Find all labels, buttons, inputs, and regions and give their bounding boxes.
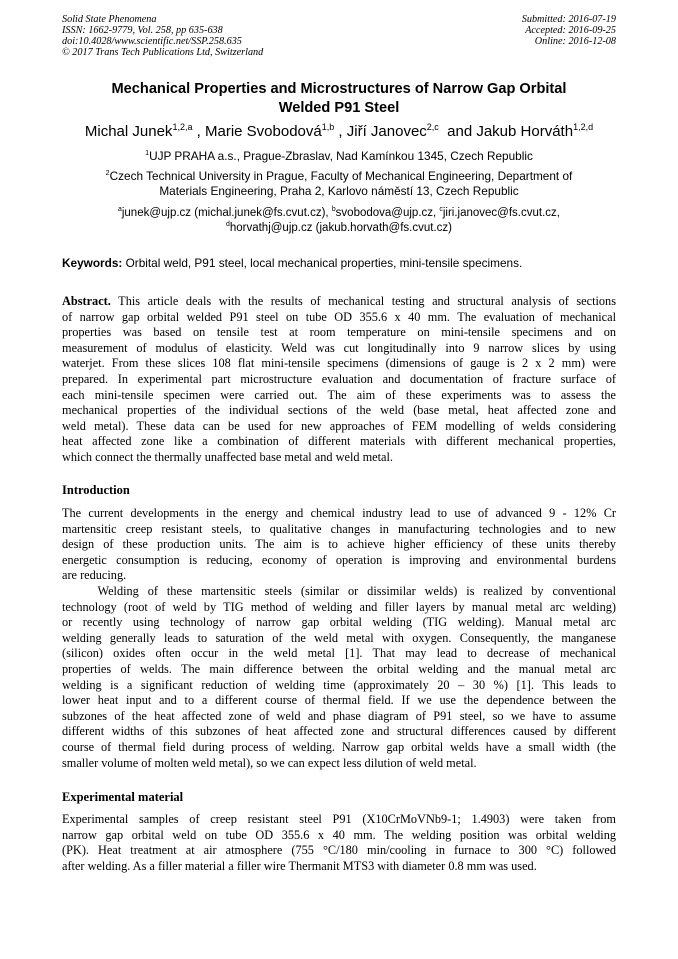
text-line: mechanical properties of the individual sections of the weld (base metal, heat affected zone and — [62, 403, 616, 418]
experimental-paragraph-1 — [62, 812, 616, 874]
email-sup: d — [226, 220, 230, 228]
author-name: Marie Svobodová — [204, 123, 322, 140]
publication-dates — [522, 14, 616, 47]
keywords-label: Keywords: — [62, 256, 123, 270]
affiliation-sup: 2 — [105, 169, 110, 178]
text-line: martensitic creep resistant steels, to qualitative changes in manufacturing technologies and to new — [62, 521, 616, 536]
text-line: different widths of this subzones of heat affected zone and structural differences caused by different — [62, 724, 616, 739]
text-line: heat affected zone like a combination of different materials with different mechanical properties, — [62, 434, 616, 449]
text-line: lower heat input and to a different course of thermal field. If we use the dependence between the — [62, 693, 616, 708]
keywords — [62, 256, 616, 271]
text-line: weld metal). These data can be used for new approaches of FEM modelling of welds considering — [62, 418, 616, 433]
email-sup: c — [439, 206, 443, 214]
journal-doi: doi:10.4028/www.scientific.net/SSP.258.635 — [62, 36, 242, 47]
text-line: welding generally leads to saturation of the weld metal with oxygen. Consequently, the manganese — [62, 630, 616, 645]
date-accepted: Accepted: 2016-09-25 — [525, 25, 616, 36]
section-heading-introduction: Introduction — [62, 483, 130, 497]
text-line: measurement of modulus of elasticity. Weld was cut longitudinally into 9 narrow slices by using — [62, 340, 616, 355]
author-name: Jiří Janovec — [346, 123, 427, 140]
text-line: Abstract. This article deals with the results of mechanical testing and structural analysis of sections — [62, 294, 616, 308]
author-sup: 1,2,a — [172, 122, 193, 132]
text-line: Experimental samples of creep resistant steel P91 (X10CrMoVNb9-1; 1.4903) were taken from — [62, 812, 616, 826]
text-line: welding is a significant reduction of welding time (approximately 20 – 30 %) [1]. This leads to — [62, 677, 616, 692]
text-line: are reducing. — [62, 568, 127, 583]
text-line: or recently using technology of narrow gap orbital welding (TIG welding). Manual metal arc — [62, 615, 616, 630]
author-list — [40, 123, 638, 141]
email-link[interactable]: junek@ujp.cz (michal.junek@fs.cvut.cz), — [121, 207, 332, 219]
author-name: Jakub Horváth — [476, 123, 574, 140]
text-line: after welding. As a filler material a filler wire Thermanit MTS3 with diameter 0.8 mm was used. — [62, 858, 537, 873]
text-line: narrow gap orbital weld on tube OD 355.6 x 40 mm. The welding position was orbital welding — [62, 827, 616, 842]
affiliation-sup: 1 — [145, 149, 150, 158]
author-name: Michal Junek — [84, 123, 173, 140]
journal-info — [62, 14, 263, 58]
journal-issn: ISSN: 1662-9779, Vol. 258, pp 635-638 — [62, 25, 223, 36]
section-heading-experimental-material: Experimental material — [62, 790, 184, 804]
email-link[interactable]: svobodova@ujp.cz, — [335, 207, 440, 219]
affiliation-text: UJP PRAHA a.s., Prague-Zbraslav, Nad Kamínkou 1345, Czech Republic — [149, 149, 533, 163]
journal-copyright: © 2017 Trans Tech Publications Ltd, Switzerland — [62, 47, 264, 58]
text-line: (PK). Heat treatment at air atmosphere (755 °C/180 min/cooling in furnace to 300 °C) followed — [62, 843, 616, 858]
text-line: subzones of the heat affected zone of weld and phase diagram of P91 steel, so we have to assume — [62, 708, 616, 723]
date-submitted: Submitted: 2016-07-19 — [521, 14, 616, 25]
text-line: waterjet. From these slices 108 flat mini-tensile specimens (dimensions of gauge is 2 x 2 mm) were — [62, 356, 616, 371]
author-sep: and — [438, 123, 477, 140]
text-line: of narrow gap orbital welded P91 steel on tube OD 355.6 x 40 mm. The evaluation of mechanical — [62, 309, 616, 324]
email-link[interactable]: jiri.janovec@fs.cvut.cz, — [442, 207, 560, 219]
text-line: smaller volume of molten weld metal), so we can expect less dilution of weld metal. — [62, 755, 477, 770]
text-line: course of thermal field during process of welding. Narrow gap orbital welds have a small width (the — [62, 739, 616, 754]
text-line: which connect the thermally unaffected base metal and weld metal. — [62, 449, 393, 464]
introduction-paragraph-1 — [62, 506, 616, 584]
abstract-label: Abstract. — [62, 294, 111, 308]
text-line: properties of welds. The main difference between the orbital welding and the manual metal arc — [62, 661, 616, 676]
text-line: The current developments in the energy and chemical industry lead to use of advanced 9 - 12% Cr — [62, 506, 616, 520]
text-line: energetic consumption is reducing, economy of operation is improving and environmental burdens — [62, 552, 616, 567]
email-link[interactable]: horvathj@ujp.cz (jakub.horvath@fs.cvut.cz) — [229, 221, 452, 234]
abstract — [62, 294, 616, 466]
text-line: prepared. In experimental part microstructure evaluation and documentation of fracture surface of — [62, 371, 616, 386]
introduction-paragraph-2 — [62, 584, 616, 771]
text-line: properties was based on tensile test at room temperature on mini-tensile specimens and on — [62, 325, 616, 340]
keywords-text: Orbital weld, P91 steel, local mechanical properties, mini-tensile specimens. — [122, 256, 523, 270]
email-list — [62, 206, 616, 235]
email-sup: b — [331, 206, 336, 214]
author-sep: , — [334, 123, 347, 140]
author-sup: 2,c — [426, 122, 439, 132]
date-online: Online: 2016-12-08 — [534, 36, 616, 47]
text-line: each mini-tensile specimen were carried out. The aim of these experiments was to assess the — [62, 387, 616, 402]
text-line: design of these production units. The aim is to achieve higher efficiency of these units thereby — [62, 537, 616, 552]
title-line-1: Mechanical Properties and Microstructures of Narrow Gap Orbital — [111, 81, 567, 97]
text-line: Welding of these martensitic steels (similar or dissimilar welds) is realized by conventional — [62, 584, 616, 598]
affiliation-2 — [62, 169, 616, 199]
text-line: technology (root of weld by TIG method of welding and filler layers by manual metal arc welding) — [62, 599, 616, 614]
author-sup: 1,2,d — [573, 122, 594, 132]
affiliation-1 — [62, 149, 616, 164]
affiliation-text: Materials Engineering, Praha 2, Karlovo náměstí 13, Czech Republic — [159, 184, 519, 198]
journal-name: Solid State Phenomena — [62, 14, 157, 25]
title-line-2: Welded P91 Steel — [278, 100, 400, 116]
email-sup: a — [118, 206, 122, 214]
author-sup: 1,b — [321, 122, 335, 132]
author-sep: , — [192, 123, 205, 140]
paper-title — [62, 80, 616, 118]
text-line: (silicon) oxides often occur in the weld metal [1]. That may lead to decrease of mechanical — [62, 646, 616, 661]
affiliation-text: Czech Technical University in Prague, Faculty of Mechanical Engineering, Department of — [109, 169, 573, 183]
